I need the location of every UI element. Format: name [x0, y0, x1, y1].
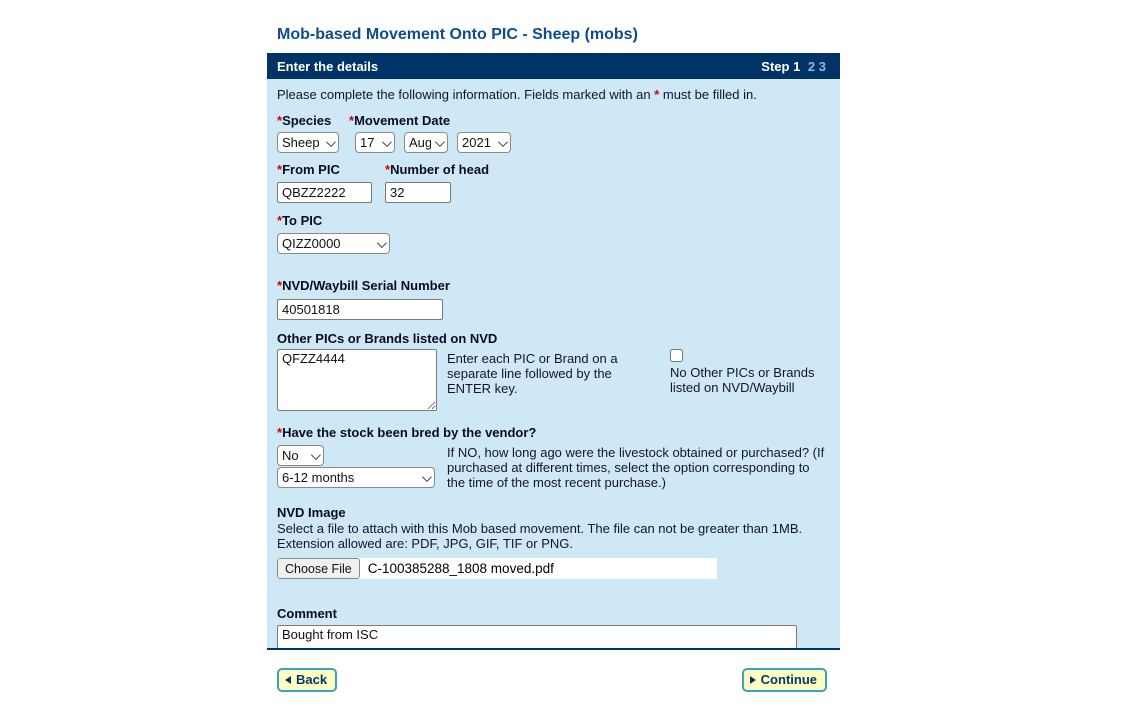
comment-textarea[interactable] [277, 625, 797, 650]
continue-arrow-icon [750, 676, 756, 684]
other-pics-textarea[interactable] [277, 349, 437, 411]
nvd-serial-label: *NVD/Waybill Serial Number [277, 278, 450, 293]
day-select-wrap [355, 132, 395, 153]
nvd-image-label: NVD Image [277, 505, 346, 520]
back-arrow-icon [285, 676, 291, 684]
step-indicator [761, 59, 826, 74]
step-remaining: 2 3 [807, 58, 826, 74]
panel-header-title: Enter the details [277, 58, 379, 74]
no-other-pics-group [670, 349, 825, 395]
frompic-head-labels [277, 163, 830, 177]
to-pic-select[interactable] [277, 233, 390, 254]
bred-by-vendor-select[interactable] [277, 445, 324, 466]
back-button[interactable]: Back [277, 668, 337, 692]
species-select-wrap [277, 132, 339, 153]
no-other-pics-checkbox[interactable] [670, 349, 683, 362]
nvd-serial-row [277, 299, 830, 320]
duration-select-wrap [277, 467, 435, 488]
choose-file-button[interactable]: Choose File [277, 558, 360, 579]
movement-month-select[interactable] [404, 132, 448, 153]
species-date-inputs [277, 132, 830, 153]
file-name-text: C-100385288_1808 moved.pdf [367, 561, 554, 576]
bred-selects-column [277, 445, 435, 488]
year-select-wrap [457, 132, 511, 153]
bred-by-vendor-row [277, 445, 830, 493]
nvd-serial-input[interactable] [277, 299, 443, 320]
purchase-duration-select[interactable] [277, 467, 435, 488]
intro-text: Please complete the following information. Fields marked with an * must be filled in. [277, 87, 757, 102]
species-label: *Species [277, 113, 332, 128]
continue-button[interactable]: Continue [742, 668, 827, 692]
comment-label: Comment [277, 606, 337, 621]
species-select[interactable] [277, 132, 339, 153]
to-pic-label: *To PIC [277, 213, 323, 228]
other-pics-label: Other PICs or Brands listed on NVD [277, 331, 498, 346]
movement-year-select[interactable] [457, 132, 511, 153]
month-select-wrap [404, 132, 448, 153]
nvd-file-input [277, 558, 717, 579]
panel-body [267, 79, 840, 650]
other-pics-helper: Enter each PIC or Brand on a separate line followed by the ENTER key. [447, 351, 618, 396]
form-panel [267, 53, 840, 650]
from-pic-label: *From PIC [277, 162, 340, 177]
other-pics-row [277, 349, 830, 413]
movement-day-select[interactable] [355, 132, 395, 153]
panel-header [267, 53, 840, 79]
bred-by-vendor-label: *Have the stock been bred by the vendor? [277, 425, 537, 440]
movement-date-label: *Movement Date [349, 113, 451, 128]
to-pic-row [277, 233, 830, 254]
footer-buttons [267, 668, 840, 692]
number-of-head-label: *Number of head [385, 162, 490, 177]
bred-by-vendor-helper: If NO, how long ago were the livestock obtained or purchased? (If purchased at different times, select the option corresponding to the time of the most recent purchase.) [447, 445, 825, 490]
frompic-head-inputs [277, 182, 830, 203]
from-pic-input[interactable] [277, 182, 372, 203]
page-title: Mob-based Movement Onto PIC - Sheep (mobs) [277, 26, 638, 43]
species-date-labels [277, 114, 830, 128]
required-marker: * [654, 87, 660, 102]
number-of-head-input[interactable] [385, 182, 451, 203]
step-current: Step 1 [761, 58, 801, 74]
nvd-image-description: Select a file to attach with this Mob based movement. The file can not be greater than 1MB. Extension allowed are: PDF, JPG, GIF, TIF or PNG. [277, 521, 803, 551]
no-other-pics-checkbox-label: No Other PICs or Brands listed on NVD/Waybill [670, 365, 815, 395]
to-pic-select-wrap [277, 233, 390, 254]
bred-select-wrap [277, 445, 324, 466]
